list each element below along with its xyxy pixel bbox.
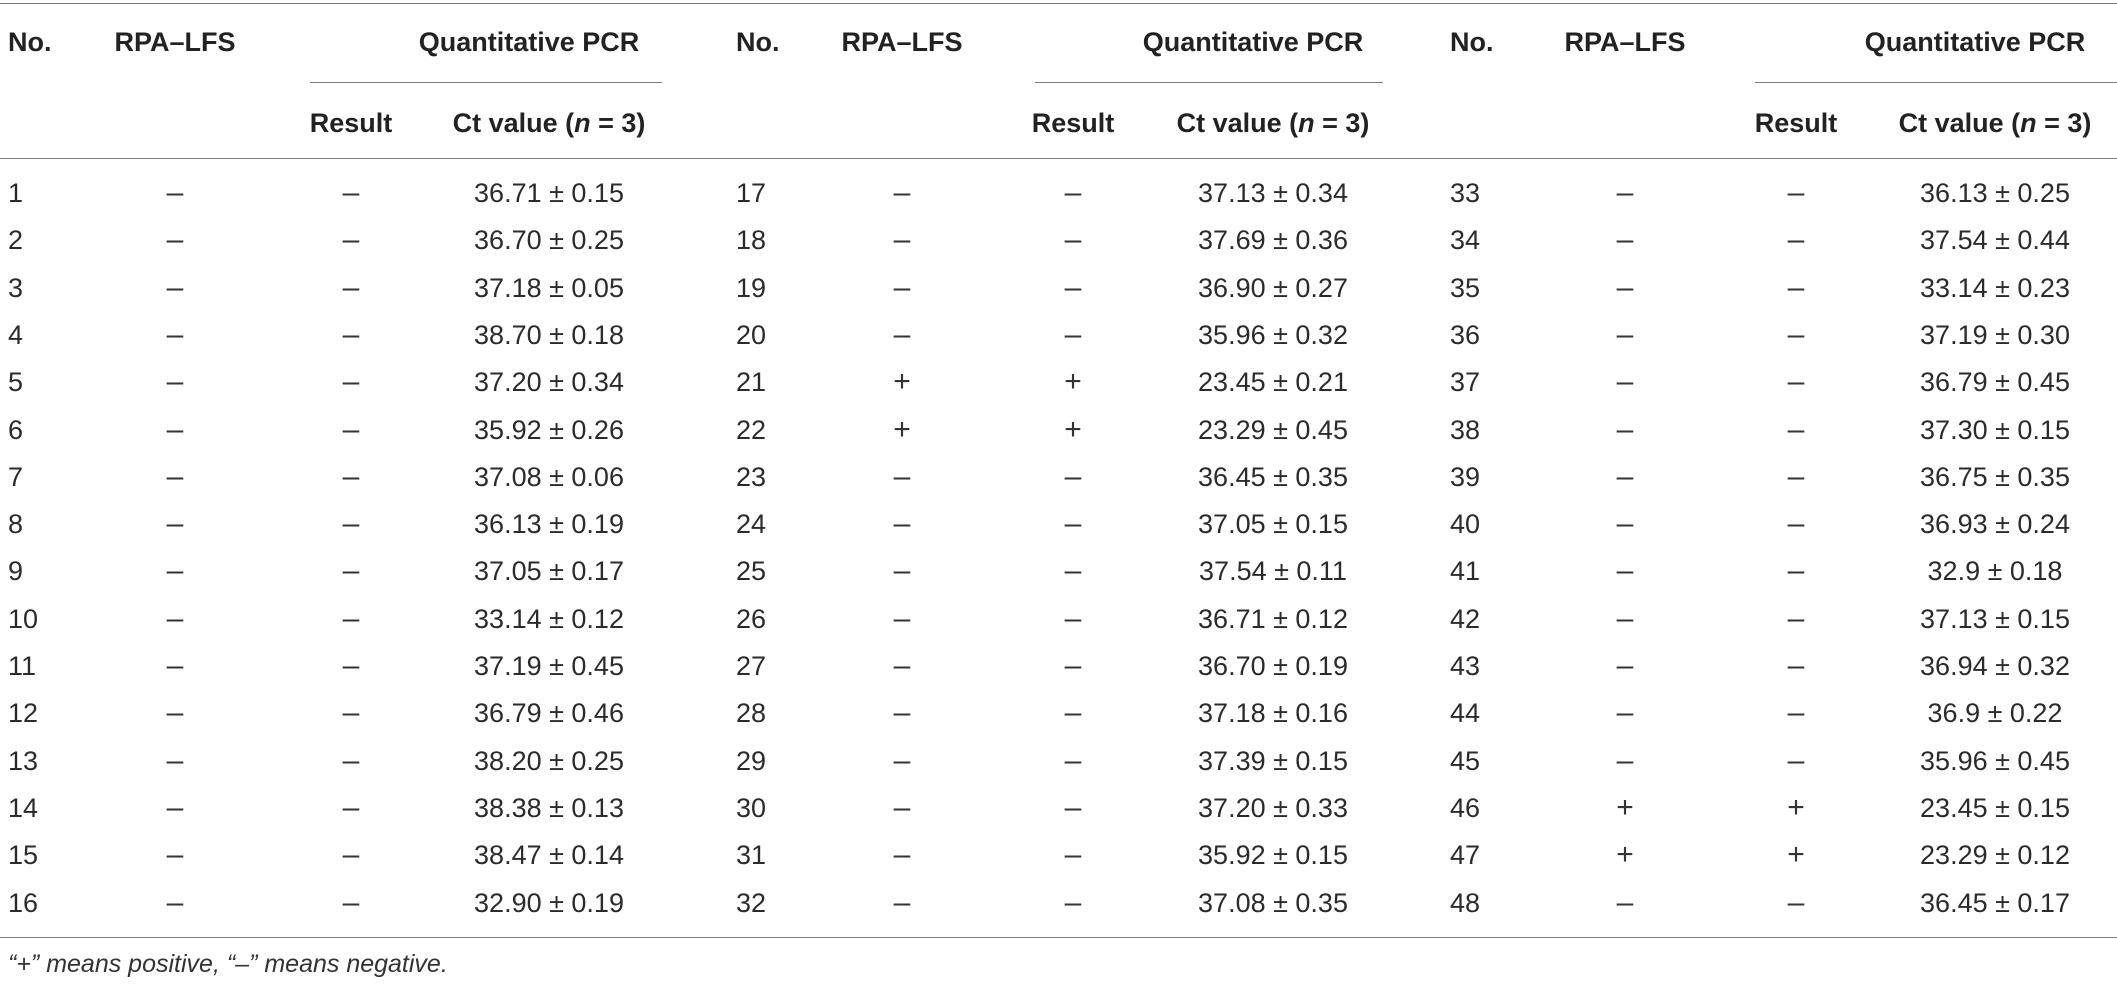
cell-no: 14 xyxy=(8,792,39,823)
header-rpa-lfs-3: RPA–LFS xyxy=(1564,27,1686,57)
header-result-2: Result xyxy=(1031,108,1115,138)
cell-no: 26 xyxy=(736,603,767,634)
cell-result: + xyxy=(1787,790,1805,824)
cell-no: 42 xyxy=(1450,603,1481,634)
cell-result: – xyxy=(342,649,360,682)
cell-result: – xyxy=(342,270,360,304)
cell-ct-value: 37.54 ± 0.11 xyxy=(1199,556,1347,587)
cell-rpa-lfs: – xyxy=(166,838,184,872)
cell-no: 27 xyxy=(736,651,767,681)
cell-ct-value: 23.45 ± 0.15 xyxy=(1920,792,2070,823)
ct-value-prefix: Ct value ( xyxy=(1176,108,1299,138)
cell-result: – xyxy=(1787,885,1805,919)
cell-no: 47 xyxy=(1450,840,1481,871)
cell-rpa-lfs: – xyxy=(1616,365,1634,399)
cell-result: – xyxy=(1787,412,1805,446)
cell-rpa-lfs: – xyxy=(1616,601,1634,635)
cell-rpa-lfs: – xyxy=(166,176,184,209)
cell-no: 12 xyxy=(8,698,39,729)
cell-ct-value: 23.29 ± 0.45 xyxy=(1198,414,1348,445)
cell-result: – xyxy=(1064,649,1082,682)
cell-ct-value: 37.05 ± 0.17 xyxy=(474,556,624,587)
header-ct-value-3 xyxy=(1845,107,2117,139)
cell-no: 18 xyxy=(736,225,767,256)
cell-no: 25 xyxy=(736,556,767,587)
cell-ct-value: 36.71 ± 0.15 xyxy=(474,178,624,208)
cell-rpa-lfs: – xyxy=(166,554,184,588)
cell-no: 7 xyxy=(8,461,24,492)
cell-result: – xyxy=(1787,696,1805,730)
cell-result: – xyxy=(1064,696,1082,730)
cell-result: – xyxy=(1064,790,1082,824)
cell-ct-value: 37.08 ± 0.06 xyxy=(474,461,624,492)
cell-no: 2 xyxy=(8,225,24,256)
cell-no: 35 xyxy=(1450,272,1481,303)
cell-no: 39 xyxy=(1450,461,1481,492)
cell-ct-value: 33.14 ± 0.23 xyxy=(1920,272,2070,303)
cell-no: 5 xyxy=(8,367,24,398)
cell-ct-value: 37.39 ± 0.15 xyxy=(1198,745,1348,776)
cell-result: – xyxy=(1064,459,1082,493)
cell-no: 8 xyxy=(8,509,24,540)
cell-rpa-lfs: – xyxy=(893,885,911,919)
cell-no: 48 xyxy=(1450,887,1481,918)
cell-result: – xyxy=(1787,554,1805,588)
cell-no: 31 xyxy=(736,840,767,871)
cell-rpa-lfs: – xyxy=(893,696,911,730)
cell-ct-value: 37.19 ± 0.30 xyxy=(1920,319,2070,350)
cell-no: 23 xyxy=(736,461,767,492)
cell-no: 45 xyxy=(1450,745,1481,776)
cell-result: – xyxy=(342,412,360,446)
cell-rpa-lfs: – xyxy=(166,601,184,635)
quantitative-pcr-rule-2 xyxy=(1035,82,1383,83)
cell-no: 37 xyxy=(1450,367,1481,398)
header-quantitative-pcr-3: Quantitative PCR xyxy=(1864,27,2086,57)
cell-ct-value: 36.75 ± 0.35 xyxy=(1920,461,2070,492)
cell-rpa-lfs: – xyxy=(1616,223,1634,257)
cell-no: 33 xyxy=(1450,178,1481,208)
cell-rpa-lfs: – xyxy=(893,176,911,209)
cell-rpa-lfs: – xyxy=(893,554,911,588)
cell-ct-value: 32.9 ± 0.18 xyxy=(1927,556,2063,587)
cell-result: – xyxy=(1787,601,1805,635)
cell-rpa-lfs: – xyxy=(1616,317,1634,351)
cell-result: – xyxy=(1064,317,1082,351)
cell-result: – xyxy=(342,790,360,824)
cell-rpa-lfs: – xyxy=(1616,696,1634,730)
cell-result: – xyxy=(342,838,360,872)
cell-rpa-lfs: – xyxy=(893,601,911,635)
cell-ct-value: 37.18 ± 0.16 xyxy=(1198,698,1348,729)
cell-result: – xyxy=(1064,743,1082,777)
cell-result: – xyxy=(1064,838,1082,872)
cell-result: – xyxy=(342,459,360,493)
cell-ct-value: 37.19 ± 0.45 xyxy=(474,651,624,681)
cell-rpa-lfs: + xyxy=(893,365,911,399)
cell-rpa-lfs: – xyxy=(166,696,184,730)
cell-ct-value: 37.54 ± 0.44 xyxy=(1920,225,2070,256)
cell-rpa-lfs: – xyxy=(166,885,184,919)
cell-rpa-lfs: – xyxy=(893,838,911,872)
cell-ct-value: 38.20 ± 0.25 xyxy=(474,745,624,776)
cell-result: – xyxy=(1787,365,1805,399)
ct-value-n: n xyxy=(574,108,591,138)
cell-result: – xyxy=(1787,649,1805,682)
ct-value-n: n xyxy=(1298,108,1315,138)
header-rpa-lfs-2: RPA–LFS xyxy=(841,27,963,57)
cell-no: 9 xyxy=(8,556,24,587)
table-footnote: “+” means positive, “–” means negative. xyxy=(8,950,448,978)
cell-result: – xyxy=(342,317,360,351)
cell-ct-value: 23.29 ± 0.12 xyxy=(1920,840,2070,871)
cell-rpa-lfs: – xyxy=(893,223,911,257)
cell-ct-value: 37.13 ± 0.15 xyxy=(1920,603,2070,634)
cell-result: + xyxy=(1787,838,1805,872)
cell-no: 21 xyxy=(736,367,767,398)
cell-rpa-lfs: – xyxy=(893,649,911,682)
cell-no: 4 xyxy=(8,319,24,350)
cell-ct-value: 37.20 ± 0.33 xyxy=(1198,792,1348,823)
cell-rpa-lfs: + xyxy=(1616,790,1634,824)
cell-rpa-lfs: – xyxy=(1616,176,1634,209)
cell-rpa-lfs: – xyxy=(166,507,184,541)
cell-rpa-lfs: – xyxy=(1616,270,1634,304)
cell-ct-value: 38.70 ± 0.18 xyxy=(474,319,624,350)
cell-ct-value: 36.70 ± 0.19 xyxy=(1198,651,1348,681)
cell-rpa-lfs: – xyxy=(166,270,184,304)
cell-rpa-lfs: – xyxy=(1616,507,1634,541)
cell-ct-value: 36.93 ± 0.24 xyxy=(1920,509,2070,540)
cell-rpa-lfs: – xyxy=(893,459,911,493)
quantitative-pcr-rule-3 xyxy=(1755,82,2117,83)
cell-ct-value: 37.69 ± 0.36 xyxy=(1198,225,1348,256)
cell-ct-value: 37.30 ± 0.15 xyxy=(1920,414,2070,445)
ct-value-suffix: = 3) xyxy=(1314,108,1370,138)
cell-rpa-lfs: – xyxy=(1616,412,1634,446)
header-ct-value-1 xyxy=(399,107,699,139)
header-rpa-lfs-1: RPA–LFS xyxy=(114,27,236,57)
cell-no: 3 xyxy=(8,272,24,303)
cell-result: – xyxy=(342,223,360,257)
cell-ct-value: 36.71 ± 0.12 xyxy=(1198,603,1348,634)
cell-ct-value: 36.9 ± 0.22 xyxy=(1927,698,2063,729)
cell-no: 1 xyxy=(8,178,24,208)
cell-no: 40 xyxy=(1450,509,1481,540)
header-quantitative-pcr-1: Quantitative PCR xyxy=(418,27,640,57)
cell-result: – xyxy=(1064,507,1082,541)
cell-no: 16 xyxy=(8,887,39,918)
cell-ct-value: 37.18 ± 0.05 xyxy=(474,272,624,303)
cell-result: – xyxy=(1787,743,1805,777)
ct-value-suffix: = 3) xyxy=(2036,108,2092,138)
cell-ct-value: 37.08 ± 0.35 xyxy=(1198,887,1348,918)
cell-no: 28 xyxy=(736,698,767,729)
cell-no: 32 xyxy=(736,887,767,918)
cell-ct-value: 36.70 ± 0.25 xyxy=(474,225,624,256)
cell-no: 10 xyxy=(8,603,39,634)
cell-result: – xyxy=(1064,601,1082,635)
cell-rpa-lfs: – xyxy=(166,365,184,399)
cell-no: 11 xyxy=(8,651,37,681)
cell-ct-value: 35.92 ± 0.26 xyxy=(474,414,624,445)
cell-no: 13 xyxy=(8,745,39,776)
cell-no: 29 xyxy=(736,745,767,776)
cell-result: – xyxy=(342,554,360,588)
cell-ct-value: 36.13 ± 0.25 xyxy=(1920,178,2070,208)
cell-ct-value: 37.05 ± 0.15 xyxy=(1198,509,1348,540)
cell-ct-value: 33.14 ± 0.12 xyxy=(474,603,624,634)
header-result-3: Result xyxy=(1754,108,1838,138)
cell-ct-value: 36.13 ± 0.19 xyxy=(474,509,624,540)
cell-no: 24 xyxy=(736,509,767,540)
cell-no: 6 xyxy=(8,414,24,445)
cell-result: – xyxy=(1064,270,1082,304)
header-result-1: Result xyxy=(309,108,393,138)
cell-rpa-lfs: – xyxy=(1616,743,1634,777)
cell-no: 34 xyxy=(1450,225,1481,256)
cell-ct-value: 35.96 ± 0.45 xyxy=(1920,745,2070,776)
cell-no: 17 xyxy=(736,178,767,208)
ct-value-prefix: Ct value ( xyxy=(452,108,575,138)
cell-rpa-lfs: – xyxy=(893,743,911,777)
cell-no: 41 xyxy=(1450,556,1481,587)
cell-ct-value: 37.20 ± 0.34 xyxy=(474,367,624,398)
cell-rpa-lfs: – xyxy=(166,223,184,257)
ct-value-n: n xyxy=(2020,108,2037,138)
ct-value-prefix: Ct value ( xyxy=(1898,108,2021,138)
cell-no: 30 xyxy=(736,792,767,823)
cell-result: – xyxy=(1787,223,1805,257)
header-quantitative-pcr-2: Quantitative PCR xyxy=(1142,27,1364,57)
cell-no: 15 xyxy=(8,840,39,871)
cell-result: – xyxy=(1787,176,1805,209)
cell-no: 43 xyxy=(1450,651,1481,681)
cell-result: – xyxy=(342,365,360,399)
cell-result: – xyxy=(342,176,360,209)
cell-no: 20 xyxy=(736,319,767,350)
header-ct-value-2 xyxy=(1123,107,1423,139)
cell-ct-value: 35.96 ± 0.32 xyxy=(1198,319,1348,350)
cell-rpa-lfs: – xyxy=(1616,554,1634,588)
cell-result: – xyxy=(342,696,360,730)
cell-rpa-lfs: – xyxy=(893,790,911,824)
cell-result: – xyxy=(1064,223,1082,257)
cell-rpa-lfs: – xyxy=(166,317,184,351)
cell-ct-value: 36.90 ± 0.27 xyxy=(1198,272,1348,303)
cell-result: + xyxy=(1064,412,1082,446)
cell-ct-value: 38.38 ± 0.13 xyxy=(474,792,624,823)
cell-ct-value: 38.47 ± 0.14 xyxy=(474,840,624,871)
cell-no: 46 xyxy=(1450,792,1481,823)
cell-rpa-lfs: – xyxy=(893,270,911,304)
cell-ct-value: 36.45 ± 0.35 xyxy=(1198,461,1348,492)
cell-no: 19 xyxy=(736,272,767,303)
cell-result: – xyxy=(1787,459,1805,493)
cell-result: – xyxy=(1787,270,1805,304)
header-no-3: No. xyxy=(1450,27,1494,57)
cell-no: 22 xyxy=(736,414,767,445)
cell-rpa-lfs: – xyxy=(1616,885,1634,919)
cell-ct-value: 36.79 ± 0.45 xyxy=(1920,367,2070,398)
header-bottom-rule xyxy=(0,158,2117,159)
cell-result: – xyxy=(342,601,360,635)
cell-rpa-lfs: + xyxy=(1616,838,1634,872)
cell-no: 36 xyxy=(1450,319,1481,350)
cell-rpa-lfs: – xyxy=(166,743,184,777)
ct-value-suffix: = 3) xyxy=(590,108,646,138)
cell-rpa-lfs: – xyxy=(1616,649,1634,682)
cell-result: – xyxy=(342,885,360,919)
cell-no: 44 xyxy=(1450,698,1481,729)
cell-ct-value: 23.45 ± 0.21 xyxy=(1198,367,1348,398)
cell-result: – xyxy=(1064,885,1082,919)
header-no-1: No. xyxy=(8,27,52,57)
cell-result: – xyxy=(342,507,360,541)
top-rule xyxy=(0,3,2117,4)
cell-result: – xyxy=(1064,176,1082,209)
cell-ct-value: 32.90 ± 0.19 xyxy=(474,887,624,918)
cell-ct-value: 36.79 ± 0.46 xyxy=(474,698,624,729)
cell-result: – xyxy=(1787,507,1805,541)
cell-result: – xyxy=(342,743,360,777)
cell-no: 38 xyxy=(1450,414,1481,445)
cell-rpa-lfs: – xyxy=(1616,459,1634,493)
bottom-rule xyxy=(0,937,2117,938)
cell-rpa-lfs: – xyxy=(166,790,184,824)
cell-ct-value: 36.45 ± 0.17 xyxy=(1920,887,2070,918)
cell-rpa-lfs: – xyxy=(166,649,184,682)
cell-result: + xyxy=(1064,365,1082,399)
quantitative-pcr-rule-1 xyxy=(310,82,662,83)
cell-rpa-lfs: – xyxy=(166,412,184,446)
cell-result: – xyxy=(1064,554,1082,588)
cell-result: – xyxy=(1787,317,1805,351)
cell-rpa-lfs: – xyxy=(893,317,911,351)
cell-ct-value: 36.94 ± 0.32 xyxy=(1920,651,2070,681)
cell-rpa-lfs: – xyxy=(893,507,911,541)
header-no-2: No. xyxy=(736,27,780,57)
cell-rpa-lfs: – xyxy=(166,459,184,493)
cell-ct-value: 37.13 ± 0.34 xyxy=(1198,178,1348,208)
cell-ct-value: 35.92 ± 0.15 xyxy=(1198,840,1348,871)
cell-rpa-lfs: + xyxy=(893,412,911,446)
